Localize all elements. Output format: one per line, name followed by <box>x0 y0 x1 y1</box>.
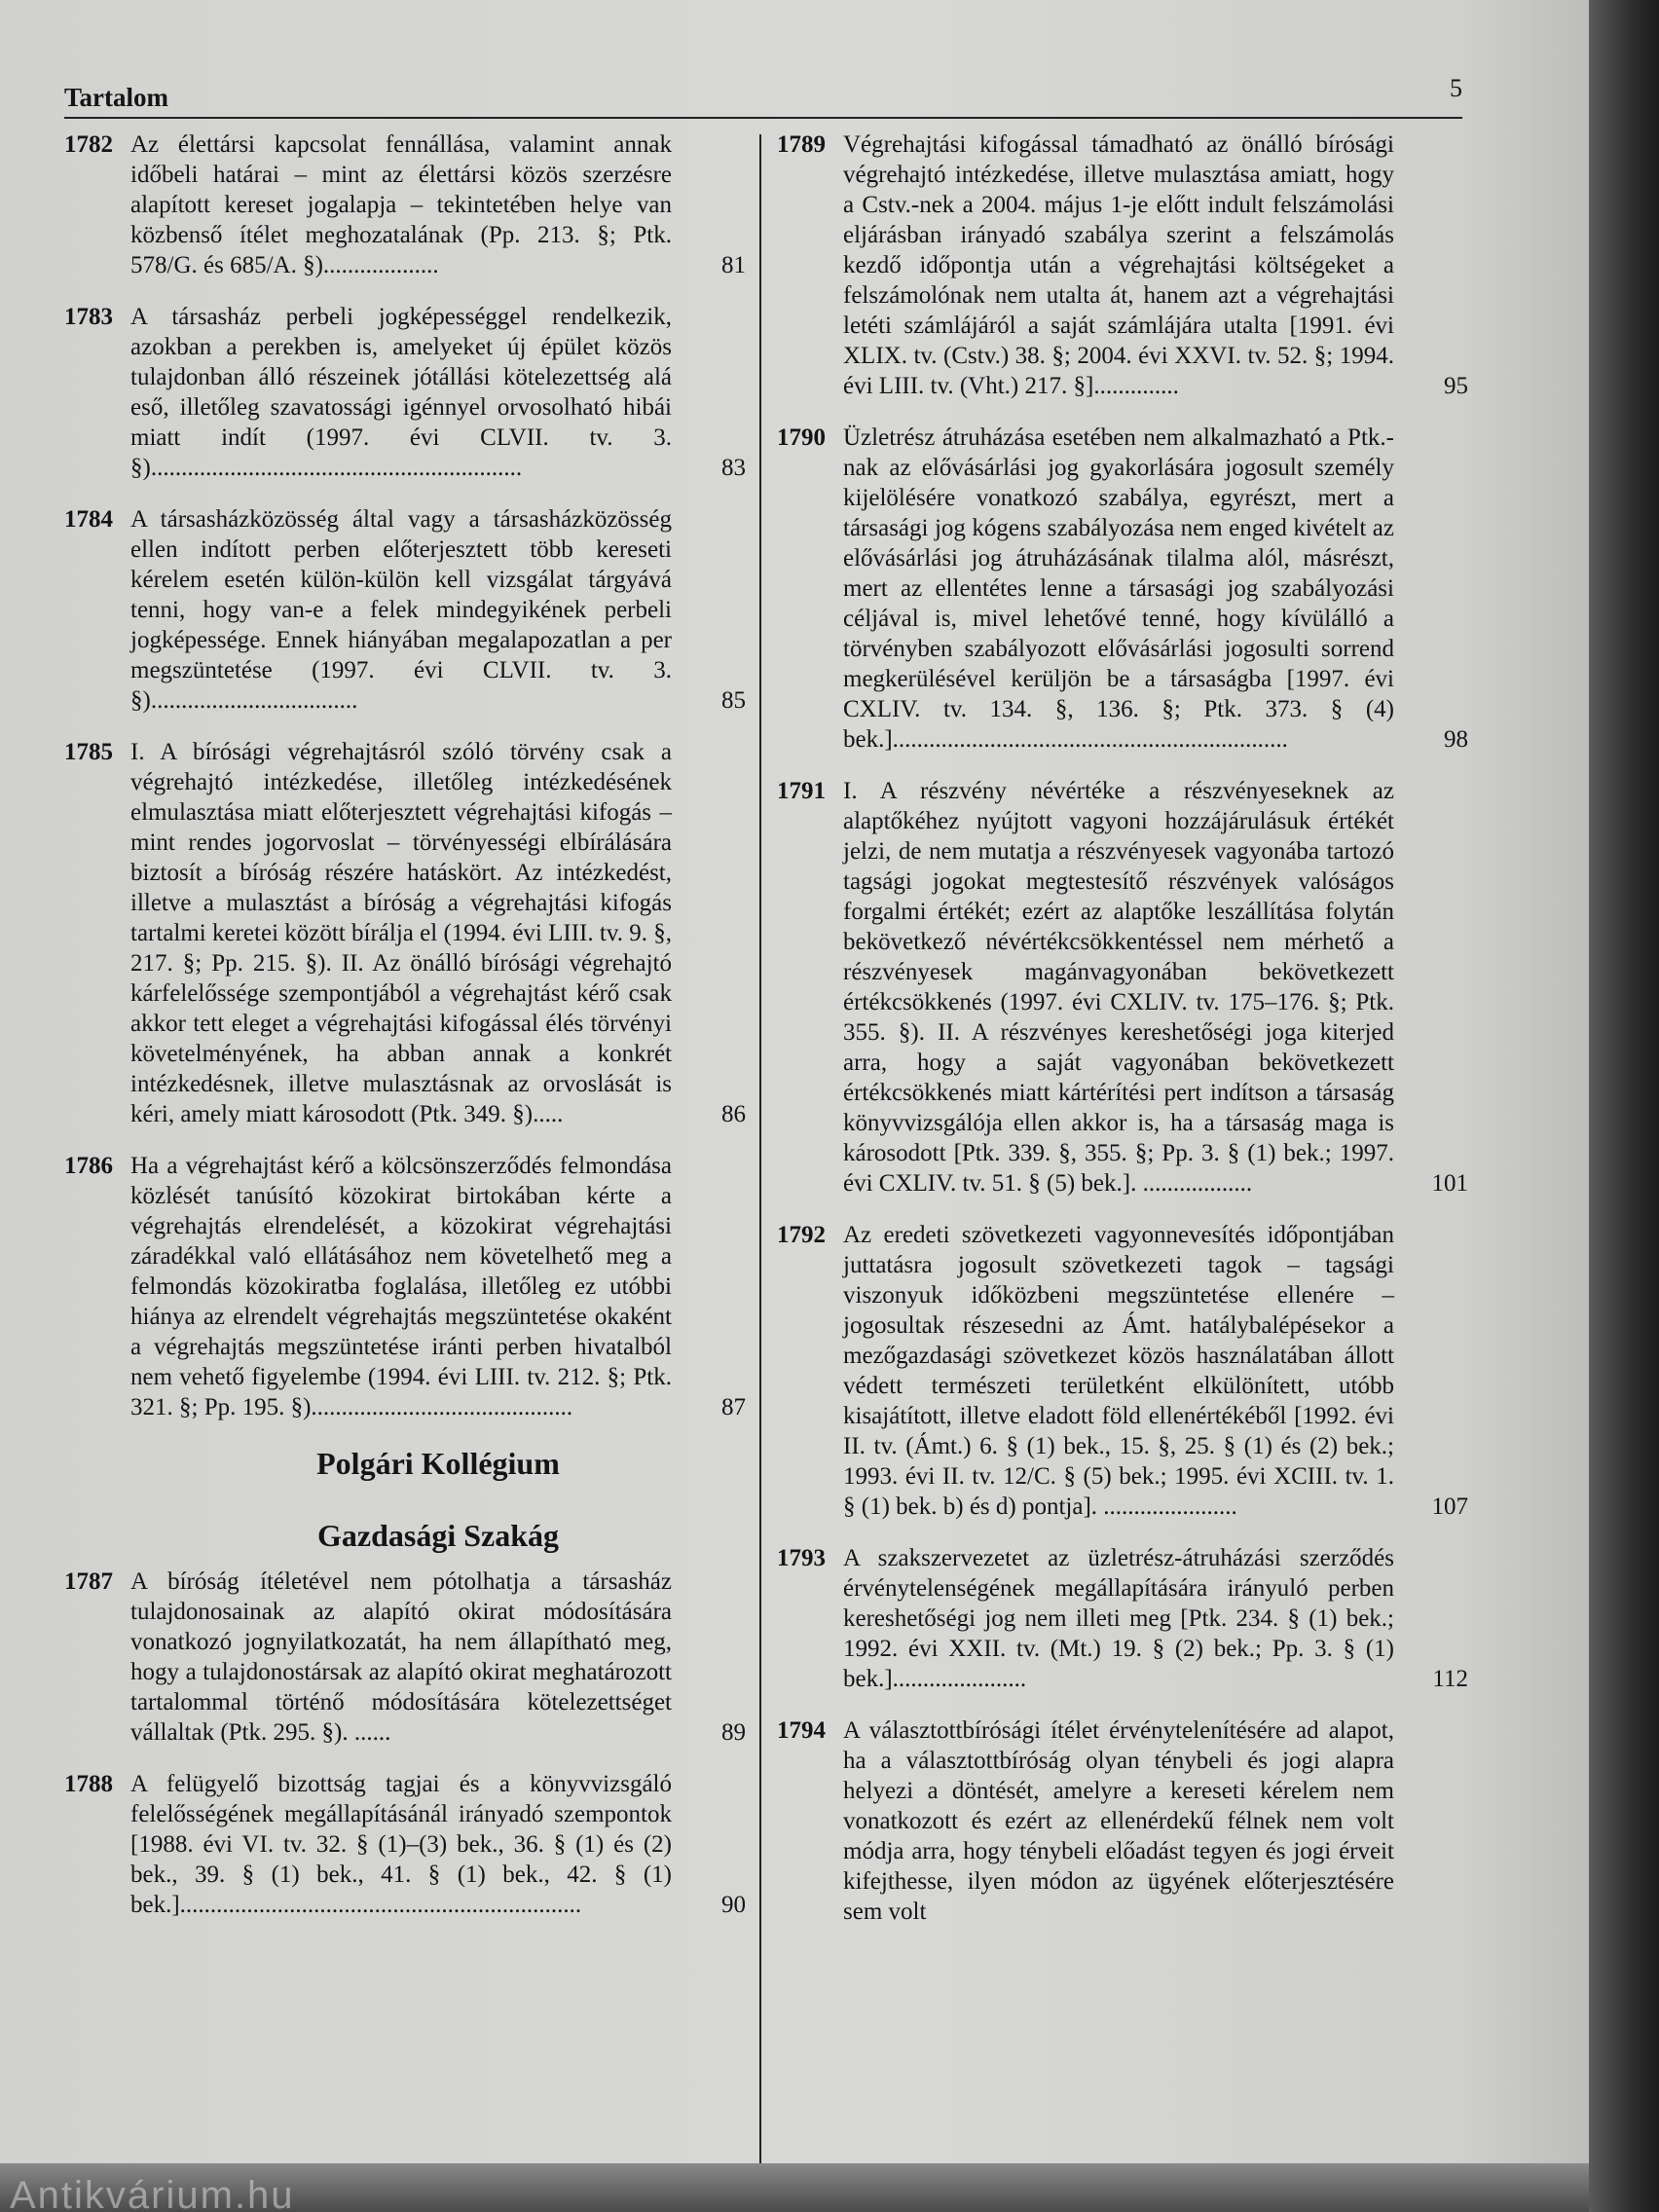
entry-page-ref: 89 <box>721 1719 746 1746</box>
column-divider <box>759 134 761 2164</box>
page-header <box>64 76 1462 119</box>
entry-number: 1794 <box>777 1717 826 1744</box>
entry-number: 1784 <box>64 506 113 533</box>
book-spine-shadow <box>1589 0 1659 2212</box>
entry-page-ref: 86 <box>721 1101 746 1127</box>
entry-page-ref: 98 <box>1444 726 1468 753</box>
toc-entry <box>777 1543 1468 1694</box>
photo-bottom-edge <box>0 2163 1589 2212</box>
entry-number: 1787 <box>64 1568 113 1595</box>
right-column <box>777 129 1468 1948</box>
entry-page-ref: 81 <box>721 252 746 278</box>
running-title: Tartalom <box>64 83 168 112</box>
entry-text: Üzletrész átruházása esetében nem alkalmazható a Ptk.-nak az elővásárlási jog gyakorlására jogosult személy kijelölésére vonatkozó szabálya, egyrészt, mert a társasági jog kógens szabályozása nem enged kivételt az elővásárlási jog átruházásának tilalma alól, másrészt, mert az ellentétes lenne a társasági jog szabályozási céljával is, mivel lehetővé tenné, hogy kívülálló a törvényben szabályozott elővásárlási jogosulti sorrend megkerülésével kerüljön be a társaságba [1997. évi CXLIV. tv. 134. §, 136. §; Ptk. 373. § (4) bek.]................................................................. <box>843 424 1394 753</box>
watermark: Antikvárium.hu <box>10 2174 295 2212</box>
page-number: 5 <box>1450 74 1462 102</box>
entry-page-ref: 85 <box>721 687 746 714</box>
entry-text: I. A részvény névértéke a részvényeseknek az alaptőkéhez nyújtott vagyoni hozzájárulásuk értékét jelzi, de nem mutatja a részvényesek vagyonába tartozó tagsági jogokat megtestesítő részvények valóságos forgalmi értékét; ezért az alaptőke leszállítása folytán bekövetkező névértékcsökkentéssel nem mérhető a részvényesek magánvagyonában bekövetkezett értékcsökkenés (1997. évi CXLIV. tv. 175–176. §; Ptk. 355. §). II. A részvényes kereshetőségi joga kiterjed arra, hogy a saját vagyonában bekövetkezett értékcsökkenés miatt kártérítési pert indítson a társaság könyvvizsgálója ellen akkor is, ha a társaság maga is károsodott [Ptk. 339. §, 355. §; Pp. 3. § (1) bek.; 1997. évi CXLIV. tv. 51. § (5) bek.]. .................. <box>843 778 1394 1197</box>
entry-page-ref: 95 <box>1444 373 1468 399</box>
entry-number: 1785 <box>64 739 113 765</box>
entry-page-ref: 112 <box>1432 1666 1468 1692</box>
entry-text: A társasházközösség által vagy a társasházközösség ellen indított perben előterjesztett több kereseti kérelem esetén külön-külön kell vizsgálat tárgyává tenni, hogy van-e a felek mindegyikének perbeli jogképessége. Ennek hiányában megalapozatlan a per megszüntetése (1997. évi CLVII. tv. 3. §).................................. <box>130 506 672 714</box>
entry-text: Ha a végrehajtást kérő a kölcsönszerződés felmondása közlését tanúsító közokirat birtokában kérte a végrehajtás elrendelését, a közokirat végrehajtási záradékkal való ellátásához nem követelhető meg a felmondás közokiratba foglalása, illetőleg ez utóbbi hiánya az elrendelt végrehajtás megszüntetése okaként a végrehajtás megszüntetése iránti perben hivatalból nem vehető figyelembe (1994. évi LIII. tv. 212. §; Ptk. 321. §; Pp. 195. §)........................................... <box>130 1153 672 1420</box>
toc-entry <box>777 776 1468 1198</box>
entry-page-ref: 87 <box>721 1394 746 1420</box>
entry-text: A bíróság ítéletével nem pótolhatja a társasház tulajdonosainak az alapító okirat módosítására vonatkozó jognyilatkozatát, ha nem állapítható meg, hogy a tulajdonostársak az alapító okirat meghatározott tartalommal történő módosítására kötelezettséget vállaltak (Ptk. 295. §). ...... <box>130 1568 672 1746</box>
entry-text: I. A bírósági végrehajtásról szóló törvény csak a végrehajtó intézkedése, illetőleg intézkedésének elmulasztása miatt előterjesztett végrehajtási kifogás – mint rendes jogorvoslat – törvényességi elbírálására biztosít a bíróság részére hatáskört. Az intézkedést, illetve a mulasztást a bíróság a végrehajtási kifogás tartalmi keretei között bírálja el (1994. évi LIII. tv. 9. §, 217. §; Pp. 215. §). II. Az önálló bírósági végrehajtó kárfelelőssége szempontjából a végrehajtást kérő csak akkor tett eleget a végrehajtási kifogással élés törvényi követelményének, ha abban annak a konkrét intézkedésnek, illetve mulasztásnak az orvoslását is kéri, amely miatt károsodott (Ptk. 349. §)..... <box>130 739 672 1127</box>
entry-page-ref: 101 <box>1431 1170 1468 1197</box>
section-heading-szakag: Gazdasági Szakág <box>316 1518 560 1553</box>
entry-number: 1786 <box>64 1153 113 1179</box>
entry-text: A társasház perbeli jogképességgel rendelkezik, azokban a perekben is, amelyeket új épület közös tulajdonban álló részeinek jótállási kötelezettség alá eső, illetőleg szavatossági igénnyel orvosolható hibái miatt indít (1997. évi CLVII. tv. 3. §)............................................................. <box>130 304 672 481</box>
entry-number: 1790 <box>777 424 826 451</box>
left-column <box>64 129 746 1941</box>
entry-number: 1789 <box>777 131 826 158</box>
entry-number: 1788 <box>64 1771 113 1797</box>
toc-entry <box>64 504 746 716</box>
toc-entry <box>777 1715 1468 1927</box>
toc-entry <box>64 1769 746 1920</box>
entry-page-ref: 90 <box>721 1892 746 1918</box>
toc-entry <box>777 129 1468 401</box>
entry-text: Végrehajtási kifogással támadható az önálló bírósági végrehajtó intézkedése, illetve mulasztása amiatt, hogy a Cstv.-nek a 2004. május 1-je előtt indult felszámolási eljárásban irányadó szabálya szerint a felszámolás kezdő időpontja után a végrehajtási költségeket a felszámolónak nem utalta át, hanem azt a végrehajtási letéti számlájáról a saját számlájára utalta [1991. évi XLIX. tv. (Cstv.) 38. §; 2004. évi XXVI. tv. 52. §; 1994. évi LIII. tv. (Vht.) 217. §].............. <box>843 131 1394 399</box>
entry-number: 1791 <box>777 778 826 804</box>
entry-page-ref: 107 <box>1431 1493 1468 1520</box>
entry-page-ref: 83 <box>721 455 746 481</box>
entry-text: Az élettársi kapcsolat fennállása, valamint annak időbeli határai – mint az élettársi közös szerzésre alapított kereset jogalapja – tekintetében helye van közbenső ítélet meghozatalának (Pp. 213. §; Ptk. 578/G. és 685/A. §)................... <box>130 131 672 278</box>
toc-entry <box>777 423 1468 755</box>
entry-text: A felügyelő bizottság tagjai és a könyvvizsgáló felelősségének megállapításánál irányadó szempontok [1988. évi VI. tv. 32. § (1)–(3) bek., 36. § (1) és (2) bek., 39. § (1) bek., 41. § (1) bek., 42. § (1) bek.].................................................................. <box>130 1771 672 1918</box>
entry-text: Az eredeti szövetkezeti vagyonnevesítés időpontjában juttatásra jogosult szövetkezeti tagok – tagsági viszonyuk időközbeni megszüntetése ellenére – jogosultak részesedni az Ámt. hatálybalépésekor a mezőgazdasági szövetkezet közös használatában állott védett természeti területként elkülönített, utóbb kisajátított, illetve eladott föld ellenértékéből [1992. évi II. tv. (Ámt.) 6. § (1) bek., 15. §, 25. § (1) és (2) bek.; 1993. évi II. tv. 12/C. § (5) bek.; 1995. évi XCIII. tv. 1. § (1) bek. b) és d) pontja]. ...................... <box>843 1222 1394 1520</box>
toc-entry <box>64 1567 746 1748</box>
toc-entry <box>64 1151 746 1422</box>
toc-entry <box>64 302 746 483</box>
entry-text: A szakszervezetet az üzletrész-átruházási szerződés érvénytelenségének megállapítására irányuló perben kereshetőségi jog nem illeti meg [Ptk. 234. § (1) bek.; 1992. évi XXII. tv. (Mt.) 19. § (2) bek.; Pp. 3. § (1) bek.]...................... <box>843 1545 1394 1692</box>
toc-entry <box>64 129 746 280</box>
toc-entry <box>64 737 746 1129</box>
entry-number: 1782 <box>64 131 113 158</box>
entry-number: 1792 <box>777 1222 826 1248</box>
section-heading-kollegium: Polgári Kollégium <box>316 1446 560 1481</box>
entry-number: 1783 <box>64 304 113 330</box>
entry-text: A választottbírósági ítélet érvénytelenítésére ad alapot, ha a választottbíróság olyan ténybeli és jogi alapra helyezi a döntését, amelyre a kereseti kérelem nem vonatkozott és ezért az ellenérdekű félnek nem volt módja arra, hogy ténybeli előadást tegyen és jogi érveit kifejthesse, ilyen módon az ügyének előterjesztésére sem volt <box>843 1717 1394 1925</box>
entry-number: 1793 <box>777 1545 826 1571</box>
toc-entry <box>777 1220 1468 1522</box>
